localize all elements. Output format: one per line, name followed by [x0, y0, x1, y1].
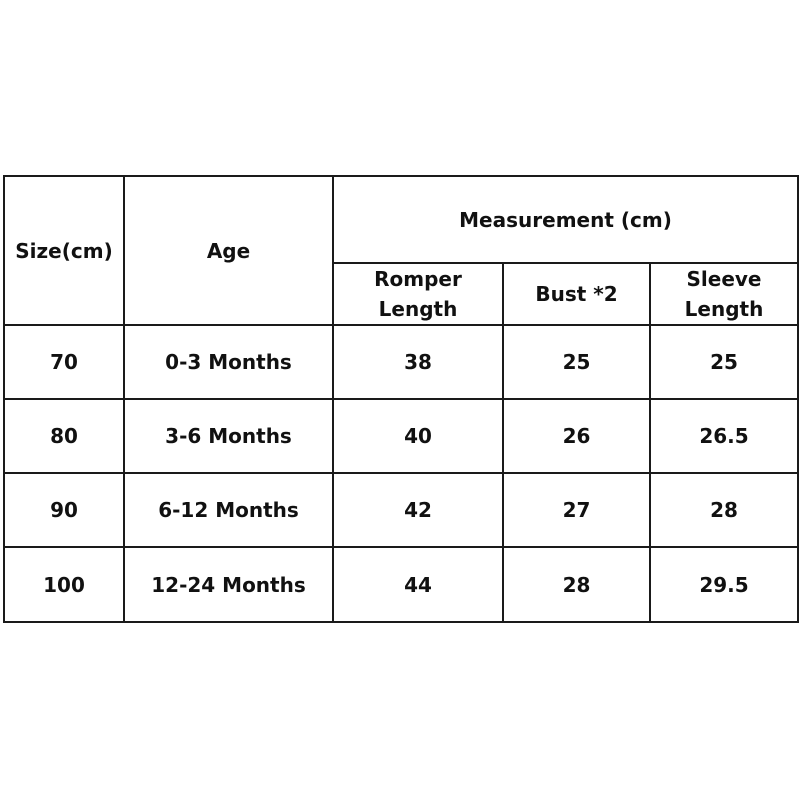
bust-cell: 28	[503, 547, 650, 622]
age-cell: 12-24 Months	[124, 547, 333, 622]
sleeve-length-cell: 29.5	[650, 547, 798, 622]
romper-length-cell: 40	[333, 399, 503, 473]
sleeve-length-cell: 26.5	[650, 399, 798, 473]
table-row	[4, 325, 798, 399]
sleeve-length-cell: 28	[650, 473, 798, 547]
age-column-header: Age	[124, 176, 333, 325]
table-row	[4, 473, 798, 547]
size-column-header: Size(cm)	[4, 176, 124, 325]
table-row	[4, 547, 798, 622]
sleeve-length-column-header	[650, 263, 798, 325]
bust-cell: 27	[503, 473, 650, 547]
sleeve-length-header-line1: Sleeve	[686, 267, 762, 291]
romper-length-column-header	[333, 263, 503, 325]
bust-cell: 26	[503, 399, 650, 473]
sleeve-length-cell: 25	[650, 325, 798, 399]
size-cell: 70	[4, 325, 124, 399]
size-cell: 100	[4, 547, 124, 622]
sleeve-length-header-line2: Length	[684, 297, 764, 321]
table-body	[4, 325, 798, 622]
measurement-group-header: Measurement (cm)	[333, 176, 798, 263]
table-header	[4, 176, 798, 325]
age-cell: 0-3 Months	[124, 325, 333, 399]
romper-length-cell: 44	[333, 547, 503, 622]
size-chart-table	[3, 175, 799, 623]
bust-cell: 25	[503, 325, 650, 399]
romper-length-cell: 42	[333, 473, 503, 547]
romper-length-header-line1: Romper	[374, 267, 462, 291]
age-cell: 6-12 Months	[124, 473, 333, 547]
romper-length-cell: 38	[333, 325, 503, 399]
size-cell: 80	[4, 399, 124, 473]
bust-column-header: Bust *2	[503, 263, 650, 325]
size-cell: 90	[4, 473, 124, 547]
romper-length-header-line2: Length	[378, 297, 458, 321]
age-cell: 3-6 Months	[124, 399, 333, 473]
table-row	[4, 399, 798, 473]
